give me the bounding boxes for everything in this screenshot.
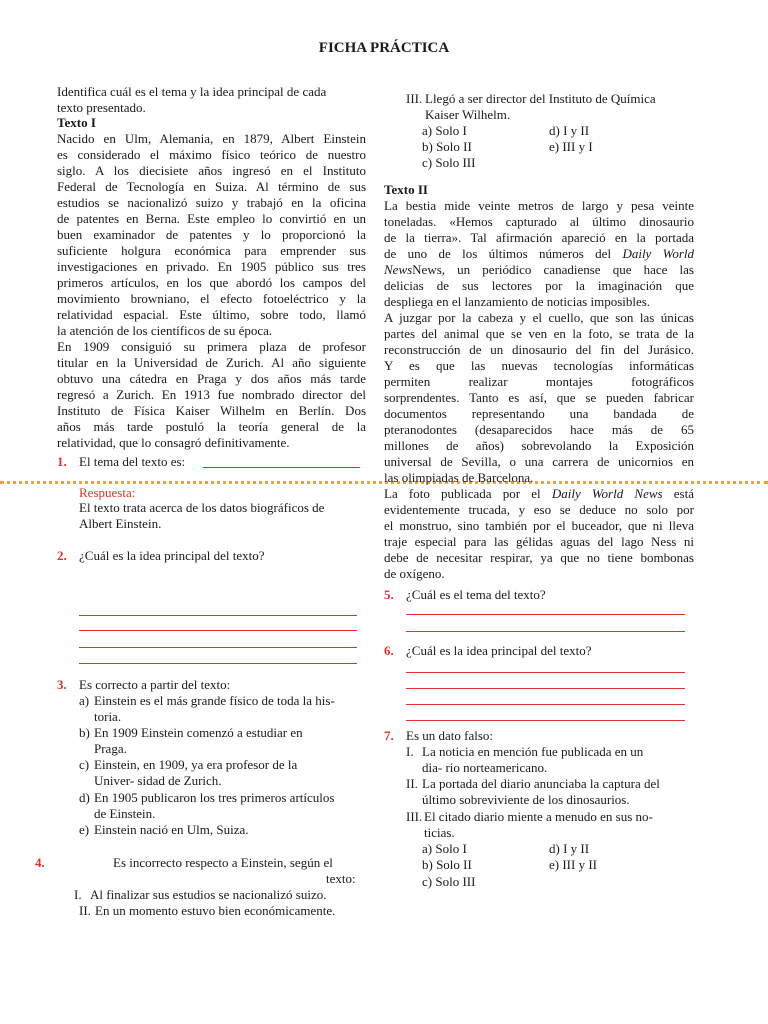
option-line: Einstein nació en Ulm, Suiza. [94,822,249,837]
paragraph-line: A juzgar por la cabeza y el cuello, que son las únicas [384,310,694,325]
option-label: a) [79,693,90,708]
paragraph-line: el monstruo, sino también por el buceador, que ni lleva [384,518,694,533]
newspaper-name: Daily World News [551,486,663,501]
question-number: 5. [384,587,394,602]
option-line: Univer- sidad de Zurich. [94,773,222,788]
question-1 [57,454,67,470]
choice[interactable]: e) III y I [549,139,593,154]
paragraph-line: movimiento browniano, el efecto fotoeléctrico y la [57,291,366,306]
paragraph-line: debe de necesitar respirar, ya que no tiene bombonas [384,550,694,565]
choice[interactable]: b) Solo II [422,857,472,872]
paragraph-text: de uno de los últimos números del [384,246,623,261]
answer-line[interactable] [406,614,685,615]
item-text [425,91,695,123]
question-7-text: Es un dato falso: [406,728,494,743]
answer-line[interactable] [406,720,685,721]
answer-line[interactable] [203,467,360,468]
paragraph-line: estudios se nacionalizó suizo y trabajó en la oficina [57,195,366,210]
paragraph-line: las olimpiadas de Barcelona. [384,470,534,485]
answer-line-text: Albert Einstein. [79,516,162,531]
item-text [424,809,694,841]
paragraph-line: sorprendentes. Tanto es así, que se pueden fabricar [384,390,694,405]
question-4-text-cont: texto: [326,871,356,886]
paragraph-line: investigaciones en privado. En 1905 público sus tres [57,259,366,274]
question-number: 2. [57,548,67,563]
paragraph-line: universal de Sevilla, o una carrera de unicornios en [384,454,694,469]
paragraph-text: está [662,486,694,501]
question-1-text: El tema del texto es: [79,454,186,469]
texto-1 [57,115,366,451]
option-line: de Einstein. [94,806,156,821]
choice[interactable]: d) I y II [549,123,590,138]
item-line: Llegó a ser director del Instituto de Química [425,91,656,106]
paragraph-line: traje especial para las gélidas aguas del lago Ness ni [384,534,694,549]
answer-line[interactable] [406,672,685,673]
paragraph-line: La bestia mide veinte metros de largo y pesa veinte [384,198,694,213]
question-number: 7. [384,728,394,743]
option-line: Praga. [94,741,127,756]
item-label: III. [406,91,423,106]
item-label: III. [406,809,423,824]
choice[interactable]: e) III y II [549,857,597,872]
paragraph-line: regresó a Zurich. En 1913 fue nombrado director del [57,387,366,402]
paragraph-line [384,486,694,502]
choice[interactable]: a) Solo I [422,123,467,138]
item-line: dia- rio norteamericano. [422,760,548,775]
newspaper-name: News [384,262,413,277]
paragraph-line: titular en la Universidad de Zurich. Al año siguiente [57,355,366,370]
paragraph-line: Instituto de Física Kaiser Wilhelm en Berlín. Dos [57,403,366,418]
answer-text [79,500,364,532]
item-line: ticias. [424,825,455,840]
option-text [94,790,369,822]
paragraph-line: despliega en el lanzamiento de noticias imposibles. [384,294,651,309]
item-line: El citado diario miente a menudo en sus no- [424,809,653,824]
option-text [94,693,369,725]
option-text [94,822,369,838]
paragraph-line: años más tarde postuló la teoría general de la [57,419,366,434]
paragraph-line: evidentemente trucada, y eso se deduce no solo por [384,502,694,517]
paragraph-line: toneladas. «Hemos capturado al último dinosaurio [384,214,694,229]
newspaper-name: Daily World [622,246,694,261]
paragraph-line: Y es que las nuevas tecnologías informáticas [384,358,694,373]
choice[interactable]: c) Solo III [422,155,476,170]
question-number: 1. [57,454,67,469]
answer-line[interactable] [406,631,685,632]
paragraph-line: Federal de Tecnología en Suiza. Al término de sus [57,179,366,194]
answer-line-text: El texto trata acerca de los datos biográficos de [79,500,325,515]
option-line: En 1909 Einstein comenzó a estudiar en [94,725,303,740]
paragraph-line: de oxígeno. [384,566,445,581]
question-4-text: Es incorrecto respecto a Einstein, según el [113,855,333,870]
item-text: En un momento estuvo bien económicamente. [95,903,336,918]
option-label: b) [79,725,90,740]
item-label: I. [74,887,82,902]
question-number: 4. [35,855,45,870]
question-6 [384,643,394,659]
texto-1-heading: Texto I [57,115,96,130]
question-2 [57,548,67,564]
paragraph-line [384,246,694,262]
item-text [422,744,694,776]
paragraph-line: de patentes en Berna. Este empleo lo convirtió en un [57,211,366,226]
choice[interactable]: d) I y II [549,841,590,856]
paragraph-line: obtuvo una cátedra en Praga y dos años más tarde [57,371,366,386]
item-label: II. [79,903,91,918]
page-title: FICHA PRÁCTICA [318,40,450,56]
item-line: último sobreviviente de los dinosaurios. [422,792,630,807]
paragraph-line: pteranodontes (desaparecidos hace más de 65 [384,422,694,437]
paragraph-line [384,262,694,278]
option-label: e) [79,822,90,837]
item-text: Al finalizar sus estudios se nacionalizó suizo. [90,887,327,902]
choice[interactable]: a) Solo I [422,841,467,856]
option-label: c) [79,757,90,772]
paragraph-line: primeros artículos, en los que abordó los campos del [57,275,366,290]
question-5 [384,587,394,603]
paragraph-line: Nacido en Ulm, Alemania, en 1879, Albert Einstein [57,131,366,146]
item-label: I. [406,744,414,759]
paragraph-text: La foto publicada por el [384,486,552,501]
paragraph-line: suficiente holgura económica para emprender sus [57,243,366,258]
option-label: d) [79,790,90,805]
paragraph-line: delicias de sus lectores por la imaginación que [384,278,694,293]
item-text [422,776,694,808]
question-3 [57,677,67,693]
question-7 [384,728,394,744]
item-line: Kaiser Wilhelm. [425,107,511,122]
paragraph-line: relatividad, que lo consagró definitivamente. [57,435,290,450]
texto-2 [384,182,694,582]
paragraph-line: partes del animal que se ven en la foto, se trata de la [384,326,694,341]
instructions-line: Identifica cuál es el tema y la idea principal de cada [57,84,327,99]
paragraph-line: es considerado el máximo físico teórico de nuestro [57,147,366,162]
option-line: Einstein, en 1909, ya era profesor de la [94,757,298,772]
paragraph-line: reconstrucción de un dinosaurio del fin del Jurásico. [384,342,694,357]
choice[interactable]: b) Solo II [422,139,472,154]
paragraph-line: buen examinador de patentes y lo proporcionó la [57,227,366,242]
paragraph-line: permiten realizar montajes fotográficos [384,374,694,389]
paragraph-line: relatividad espacial. Este último, sobre todo, llamó [57,307,366,322]
paragraph-line: millones de años) sobrevolando la Exposición [384,438,694,453]
item-line: La noticia en mención fue publicada en un [422,744,644,759]
paragraph-text: News, un periódico canadiense que hace las [412,262,694,277]
question-5-text: ¿Cuál es el tema del texto? [406,587,546,602]
instructions-line: texto presentado. [57,100,146,115]
answer-line[interactable] [79,615,357,616]
paragraph-line: de la tierra». Tal afirmación apareció en la portada [384,230,694,245]
answer-line[interactable] [406,704,685,705]
question-number: 3. [57,677,67,692]
texto-2-heading: Texto II [384,182,428,197]
question-2-text: ¿Cuál es la idea principal del texto? [79,548,265,563]
question-6-text: ¿Cuál es la idea principal del texto? [406,643,592,658]
option-line: En 1905 publicaron los tres primeros artículos [94,790,335,805]
option-text [94,725,369,757]
item-line: La portada del diario anunciaba la captura del [422,776,660,791]
option-line: Einstein es el más grande físico de toda la his- [94,693,335,708]
option-line: toria. [94,709,122,724]
paragraph-line: documentos representando una bandada de [384,406,694,421]
item-label: II. [406,776,418,791]
question-number: 6. [384,643,394,658]
instructions [57,84,366,116]
choice[interactable]: c) Solo III [422,874,476,889]
paragraph-line: la atención de los científicos de su época. [57,323,273,338]
option-text [94,757,369,789]
paragraph-line: En 1909 consiguió su primera plaza de profesor [57,339,366,354]
answer-line[interactable] [79,647,357,648]
answer-line[interactable] [406,688,685,689]
question-3-text: Es correcto a partir del texto: [79,677,231,692]
answer-label: Respuesta: [79,485,136,500]
question-4 [35,855,45,871]
paragraph-line: siglo. A los diecisiete años ingresó en el Instituto [57,163,366,178]
answer-line[interactable] [79,663,357,664]
answer-line[interactable] [79,630,357,631]
